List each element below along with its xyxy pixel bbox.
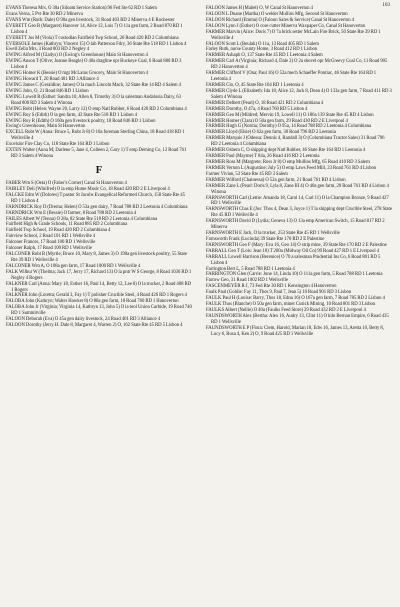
directory-entry: FARNSWORTH Geo F (Mary: Eva 16, Geo 14) O strip mine, 39 State Rte 170 RD 2 E Palestine [206,242,387,248]
directory-entry: FALCKE Edm W (Dolores) T pastor St Jacobs Evangelical Reformed Church, 158 State Rte 45 RD 1 Lisbon 4 [6,192,185,204]
left-column [6,6,192,329]
directory-entry: FARNSWORTH Carl (Lettie: Amanda 18, Carol 14, Carl 11) O la Champion Bronze, 9 Road 427 RD 1 Wellsville [206,195,389,207]
directory-entry: Farnsworth Frank (Lucinda) 39 State Rte 170 RD 2 E Palestine [206,236,325,242]
directory-entry: Farrow Geo, 31 Road 1002 RD 1 Wellsville [206,278,289,284]
directory-entry: FARRINGTON Glen (Carrie: June 14, Linda 10) O 111a gen farm, 5 Road 788 RD 1 Leetonia [206,272,383,278]
directory-entry: FAUNDSWORTH Alex (Bertha: Alex 16, Audry 13, Clint 11) O kiln Bernan Empire, 6 Road 435 RD 1 Wellsville [206,313,389,325]
directory-entry: FARMER Delbert (Pearl) O, 18 Road 421 RD 2 Columbiana 4 [206,100,324,106]
directory-entry: FARRALL Lowell Harrison (Berenice) O 70 a salesman Prudential Ins Co, 6 Road 801 RD 5 Lisbon 4 [206,254,381,266]
directory-entry: FARMER Marquis J (Odessa: Dennis 4, Randall 3) O (Columbiana Tractor Sales) 31 Road 796 RD 2 Leetonia 4 Columbiana [206,136,385,148]
directory-entry: FAULK Paul H (Louise: Barry, Thos 18, Edna 16) O 167a gen farm, 7 Road 785 RD 2 Lisbon 4 [206,296,385,302]
directory-entry: FARMER Hugh G (Norma; Dorothy) O 95a, 14 Road 788 RD 2 Leetonia 4 Columbiana [206,124,372,130]
directory-entry: FARMER Dorothy, O 47a, 4 Road 760 RD 5 Lisbon 4 [206,106,308,112]
directory-entry: FARMER Lloyd (Elsie) O 62a gen farm, 30 Road 796 RD 2 Leetonia [206,130,336,136]
page-number: 103 [382,2,390,8]
directory-entry: EWING Roy S (Edith) O la gen farm, 43 State Rte 518 RD 1 Lisbon 4 [6,112,138,118]
directory-entry: EVERETT Geo B (Margaret) Hanover 14, Alice 12, Lois 7) O 11a gen farm, 2 Road 870 RD 1 Lisbon 4 [6,23,183,35]
directory-entry: FARMER Vernon L (Augustine; July 5) O emp Laws Feed Mill, 23 Road 761 RD 4 Lisbon [206,165,377,171]
directory-entry: EWING Anson T (Olive; Joanne Beagle) O 40a dragline opr Buckeye Coal, 6 Road 880 RD 3 Lisbon 4 [6,59,182,71]
directory-entry: FARNSWORTH Chas E (Jos: Thos 4, Dean 3, Joyce 1) T la shipping dept Crucible Steel, 278 State Rte 45 RD 1 Wellsville 4 [206,207,392,219]
directory-entry: Farmer Vivian, 53 State Rte 45 RD 3 Salem [206,171,288,177]
directory-entry: FALKNER Carl (Anna: Mary 18, Esther 16, Paul 14, Betty 12, Lee 8) O la trucker, 2 Road 408 RD 1 Rogers [6,281,192,293]
directory-entry: Fairfield High & Grade Schools, 11 Road 885 RD 2 Columbiana [6,222,128,228]
directory-entry: EXCELL Robt W (Anna: Bruce 5, Robt Jr 8) O 10a foreman Sterling China, 18 Road 418 RD 1 Wellsville 4 [6,130,185,142]
directory-entry: FARMER Marvin (Alice: Doris 7) O 7a brick setter McLain Fire Brick, 50 State Rte 39 RD 1 Wellsville 4 [206,29,381,41]
left-entries-bottom [6,181,192,329]
directory-entry: FALCONER Robt B (Myrtle; Bruce 10, Mary 8, James 3) O 190a gen livestock poultry, 55 State Rte 39 RD 1 Wellsville 4 [6,252,187,263]
directory-entry: FALOON Dorothy (Jerry H. Dale 8, Margaret 4, Warren 2) O, 162 State Rte 45 RD 5 Lisbon 4 [6,323,183,329]
directory-entry: FARMER Paul (Mayme) T 84a, 26 Road 416 RD 2 Leetonia [206,154,320,160]
directory-entry: Excelsior Fire Clay Co, 118 State Rte 164 RD 1 Lisbon [6,142,110,148]
directory-entry: FAUNDSWORTH E P (Flora: Clem, Harold, Marian 18, Edw 16, James 13, Aretta 10, Betty 8, Lucy 6, Rosa 4, Ken 2) O, 9 Road 425 RD 1 Wellsville [206,325,384,337]
directory-entry: FALOON L Duane (Martha) O welder Mullins Mfg, Second St Hanoverton [206,11,348,17]
directory-entry: Ewell Zella Mrs, 3 Road 803 RD 2 Negley 4 [6,47,90,53]
directory-entry: FALCONER Wm A, O 108a gen farm, 17 Road 1000 RD 1 Wellsville 4 [6,263,141,269]
directory-entry: Faulk Paul (Goldie: Fay 11, Thos 9, Paul 7, Jean 5) 10 Road 901 RD 3 Lisbon [206,290,352,296]
directory-entry: EVERETT Jos M (Viola) T custodian Fairfield Twp School, 20 Road 420 RD 2 Columbiana [6,35,179,41]
directory-entry: FARNDRICK Wm E (Bessie) O farmer, 8 Road 788 RD 2 Leetonia 4 [6,210,137,216]
directory-entry: FALOON James H (Mabel) O, W Canal St Hanoverton 4 [206,6,313,11]
right-column [206,6,392,338]
directory-entry: EWING James C (Geraldine; James) O la mach Lincoln Mach, 32 State Rte 14 RD 4 Salem 4 [6,82,181,88]
directory-entry: Fairfield Twp School, 19 Road 420 RD 2 Columbiana 4 [6,228,111,234]
directory-entry: EVANS Theresa Mrs, O 30a (Siloam Service Station) 96 Fed Ste 62 RD 1 Salem [6,6,157,11]
directory-entry: FARMER Osbern C, O shipping dept Natl Rubber, 46 State Rte 164 RD 1 Leetonia 4 [206,148,366,154]
directory-entry: FABER Wm S (Oeta) O (Faber's Corner) Canal St Hanoverton 4 [6,180,127,186]
directory-entry: Farley Ruth, nurse County Home, 3 Road 412 RD 1 Lisbon [206,47,318,53]
directory-entry: FALOON Scott L (Beulah) O 11a, 13 Road 405 RD 1 Salem [206,41,319,47]
directory-entry: EWING Alfred M (Gladys) O (Ewing's Greenhouse) Main St Hanoverton 4 [6,53,148,59]
directory-entry: FARMER Ashaph O, 137 State Rte 45 RD 1 Leetonia 4 Salem [206,53,323,59]
directory-entry: EVERSOLE James (Kathryn; Vincent 15) O lab Patterson Fdry, 36 State Rte 518 RD 1 Lisbon 4 [6,41,187,47]
section-letter-heading: F [95,163,103,176]
directory-entry: FALOBA John (Kathryn; Walter Hawker 8) O 80a gen farm, 18 Road 760 RD 1 Hanoverton [6,299,179,305]
directory-entry: EWING Howard T, 20 Road 401 RD 3 Alliance 4 [6,77,99,83]
directory-entry: FARNDRICK Roy D (Drema; Helen) O 53a gen dairy, 7 Road 788 RD 2 Leetonia 4 Columbiana [6,204,188,210]
directory-entry: FALK Wilbur W (Thelma; Jack 17, Jerry 17, Richard 13) O la pntr W S George, 8 Road 1030 RD 1 Negley 4 Rogers [6,269,192,281]
directory-entry: FARRALL Geo T (Lois: Jean 18) T 200a (Midway Oil Co) 99 Road 427 RD 1 E Liverpool 4 [206,248,380,254]
directory-entry: FALOON Lynn J (Esther) O core cutter Minerva Waxpaper Co, Canal St Hanoverton [206,23,366,29]
directory-entry: FAULK Thos (Blanche) O 50a gen farm, miner Cusick Mining, 10 Road 801 RD 3 Lisbon [206,302,376,308]
directory-entry: EWING John, O, 21 Road 846 RD 1 Lisbon [6,88,89,94]
directory-entry: EWING Homer K (Bessie) O mgr McLains Grocery, Main St Hanoverton 4 [6,71,149,77]
directory-entry: FASCENMEYER R J, 73 Fed Rte 30 RD 1 Kensington 4 Hanoverton [206,284,337,290]
directory-entry: FARMER Homer (Clara) O 50a gen farm, 29 Road 430 RD 2 E Liverpool 4 [206,118,348,124]
directory-entry: FAILES Albert W (Tenna) O 28a, 82 State Rte 518 RD 2 Leetonia 4 Columbiana [6,216,158,222]
directory-entry: Falconer Ralph, 17 Road 100 RD 1 Wellsville [6,246,92,252]
directory-entry: FALKNER John (Loretta; Gerald 3, Fay 1) T polisher Crucible Steel, 4 Road 426 RD 1 Rogers 4 [6,293,187,299]
directory-entry: FARMER Clo, O, 45 State Rte 164 RD 1 Leetonia 4 [206,82,304,88]
directory-entry: FARMER Wilford (Chainessa) O 52a gen farm, 21 Road 761 RD 4 Lisbon [206,177,346,183]
directory-entry: EWING Robt (Helen: Wayne 20, Larry 12) O emp Natl Rubber, 6 Road 420 RD 2 Columbiana 4 [6,106,187,112]
directory-entry: EXTEN Walter (Anna M; Darlene 5, Jane 4, Colleen 2, Gary 1) T emp Deming Co, 12 Road 761 RD 3 Salem 4 Winona [6,148,187,160]
directory-entry: FARMER Carl A (Virginia; Richard 4, Dale 2) O 2a shovel opr McGreevy Coal Co, 11 Road 905 RD 2 Hanoverton 4 [206,59,388,71]
right-entries [206,6,392,338]
directory-entry: Ewing's Greenhouse, Main St Hanoverton [6,124,86,130]
directory-entry: Fairview School, 2 Road 101 RD 1 Wellsville 4 [6,234,96,240]
directory-entry: FARNSWORTH David D (Lydia; Geneva 13) O 13a emp American Switch, 15 Road 817 RD 2 Minerva [206,219,385,231]
left-entries-top [6,6,192,160]
directory-entry: Evans Verna, 5 Pvt Rte 30 RD 2 Minerva [6,11,83,17]
directory-entry: FALOON Deborah (Eva) O 45a gen dairy livestock, 24 Road 401 RD 3 Alliance 4 [6,317,160,323]
directory-entry: EWING Lowell R (Esther: Sandra 10, Allen 8, Timothy 3) O la salesman Andalusia Dairy, 63 Road 800 RD 3 Salem 4 Winona [6,94,182,106]
directory-entry: FARMER Clifford V (Ona; Paul 16) O 52a mech Schaeffer Pontiac, 46 State Rte 164 RD 1 Leetonia 4 [206,71,377,83]
directory-entry: FARMER Ross M (Margrete; Ross Jr 8) O emp Mullins Mfg, 65 Road 410 RD 3 Salem [206,159,370,165]
directory-entry: FARNSWORTH E Jack, O la trucker, 253 State Rte 45 RD 1 Wellsville [206,231,340,237]
directory-entry: FARMER Geo M (Mildred; Mervin 19, Lowell 11) O 186a 139 State Rte 45 RD 4 Lisbon [206,112,374,118]
directory-entry: Farrington Bert L, 5 Road 788 RD 1 Leetonia 4 [206,266,295,272]
directory-entry: FALOBA John Jr (Virginia; Virginia 14, Kathryn 13, John 5) O la tool Union Carbide, 19 Road 740 RD 1 Summitville [6,305,192,317]
directory-entry: FALOON Richard (Emma) O (Faloon Sales & Service) Canal St Hanoverton 4 [206,17,354,23]
directory-entry: FARMER Clyde L (Elizabeth: Ida 18, Alice 12, Jack 8, Dean 4) O 133a gen farm, 7 Road 411 RD 3 Salem 4 Winona [206,88,392,100]
directory-entry: FAULKS Albert (Nellie) O 40a (Faulks Feed Store) 29 Road 432 RD 2 E Liverpool 4 [206,308,366,314]
directory-entry: FAIRLEY Deli (Winifred) O la emp Hume Music Co, 18 Road 420 RD 2 E Liverpool 4 [6,186,170,192]
directory-entry: EWING Roy R (Edith) O 160a gen livestock poultry, 18 Road 846 RD 1 Lisbon [6,118,156,124]
directory-entry: FARMER Zane L (Pearl: Doris 9, Lyla 8, Zane III 4) O 40a gen farm, 20 Road 761 RD 4 Lisbon 4 Winona [206,183,389,195]
directory-entry: Falconer Frances, 17 Road 100 RD 1 Wellsville [6,240,96,246]
directory-entry: EVANS Wm (Ruth: Dale) O 90a gen livestock, 31 Road 403 RD 2 Minerva 4 E Rochester [6,17,175,23]
